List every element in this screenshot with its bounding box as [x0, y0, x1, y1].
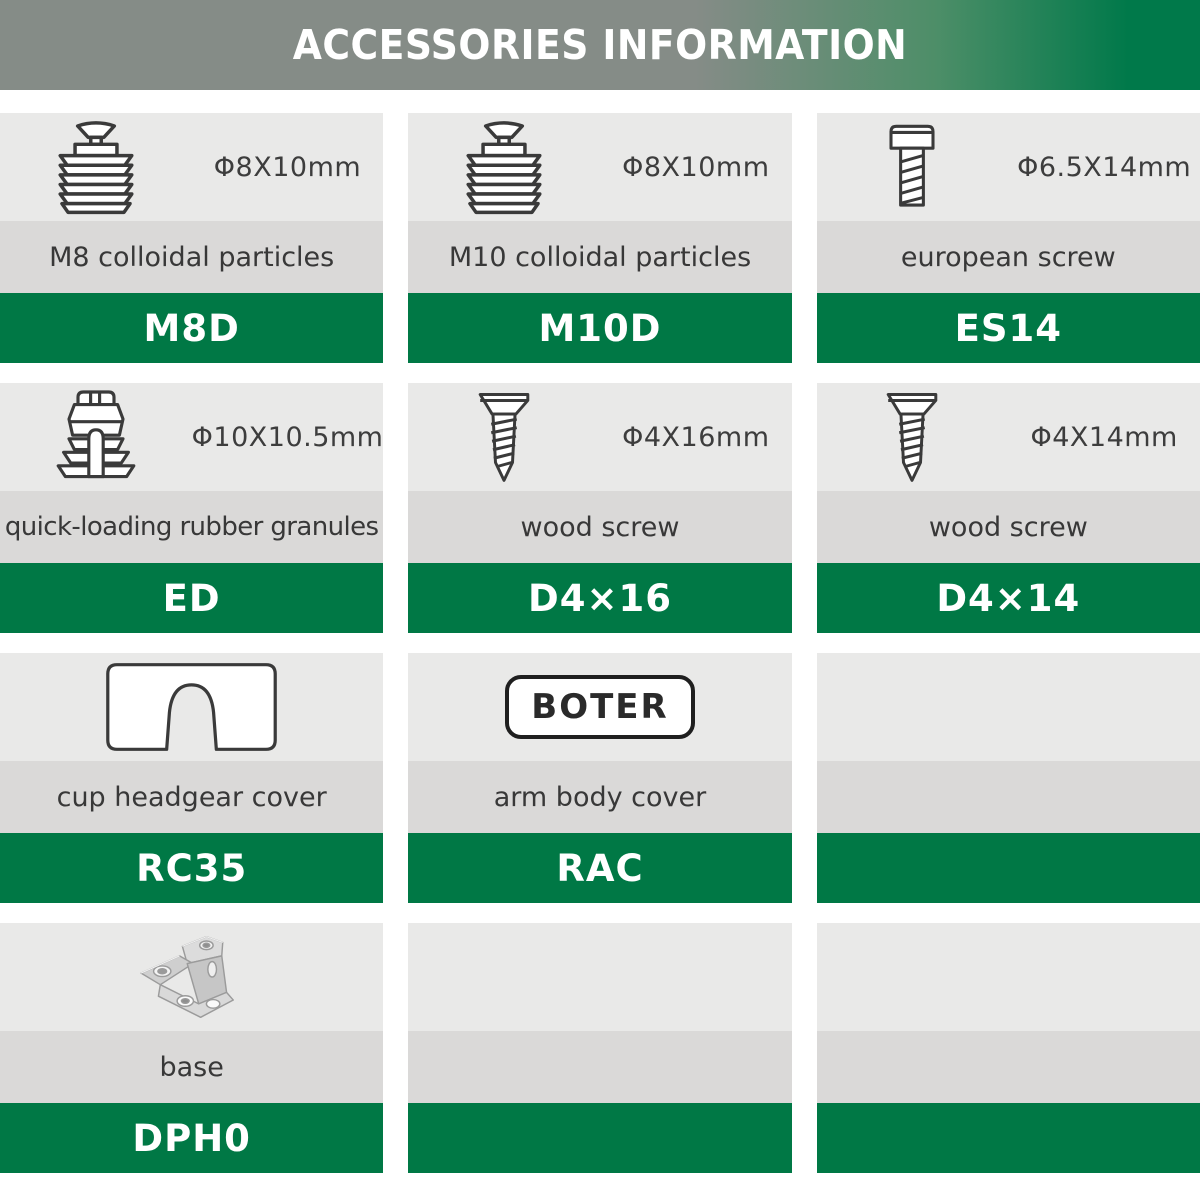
icon-wrap: [817, 119, 1009, 215]
icon-wrap: [0, 119, 192, 215]
icon-section: [408, 383, 791, 491]
code-banner: [408, 1103, 791, 1173]
icon-wrap: [0, 387, 192, 487]
accessory-card-m8d: [0, 113, 383, 363]
european-screw-icon: [877, 119, 947, 215]
accessories-grid: [0, 113, 1200, 1173]
icon-wrap: [408, 119, 600, 215]
accessory-card-ed: [0, 383, 383, 633]
accessory-card-d4x14: [817, 383, 1200, 633]
code-banner: RAC: [408, 833, 791, 903]
icon-section: [817, 653, 1200, 761]
icon-section: [408, 653, 791, 761]
page-title: ACCESSORIES INFORMATION: [292, 21, 908, 69]
code-banner: D4×14: [817, 563, 1200, 633]
code-banner: M10D: [408, 293, 791, 363]
icon-wrap: [817, 387, 1009, 487]
code-banner: DPH0: [0, 1103, 383, 1173]
description-label: cup headgear cover: [0, 761, 383, 833]
code-banner: ED: [0, 563, 383, 633]
description-label: wood screw: [817, 491, 1200, 563]
description-label: [817, 761, 1200, 833]
accessory-card-rc35: [0, 653, 383, 903]
description-label: [408, 1031, 791, 1103]
accessory-card-dph0: [0, 923, 383, 1173]
accessory-card-es14: [817, 113, 1200, 363]
description-label: european screw: [817, 221, 1200, 293]
icon-wrap: [0, 661, 383, 753]
description-label: wood screw: [408, 491, 791, 563]
icon-section: [0, 653, 383, 761]
description-label: base: [0, 1031, 383, 1103]
icon-wrap: [408, 675, 791, 739]
icon-wrap: [408, 387, 600, 487]
base-photo: [128, 929, 256, 1025]
accessory-card-d4x16: [408, 383, 791, 633]
accessory-card-empty: [817, 923, 1200, 1173]
dimension-label: Φ10X10.5mm: [191, 421, 384, 453]
colloidal-particle-icon: [46, 119, 146, 215]
icon-section: [0, 923, 383, 1031]
accessory-card-m10d: [408, 113, 791, 363]
wood-screw-icon: [470, 387, 538, 487]
cup-cover-icon: [99, 661, 284, 753]
code-banner: ES14: [817, 293, 1200, 363]
icon-section: [0, 113, 383, 221]
code-banner: [817, 1103, 1200, 1173]
description-label: quick-loading rubber granules: [0, 491, 383, 563]
icon-section: [817, 923, 1200, 1031]
accessory-card-rac: [408, 653, 791, 903]
wood-screw-icon: [878, 387, 946, 487]
description-label: M10 colloidal particles: [408, 221, 791, 293]
boter-brand-logo: [505, 675, 694, 739]
dimension-label: Φ4X14mm: [1030, 421, 1178, 453]
brand-logo-text: BOTER: [531, 687, 669, 727]
accessory-card-empty: [408, 923, 791, 1173]
description-label: M8 colloidal particles: [0, 221, 383, 293]
dimension-label: Φ8X10mm: [622, 151, 770, 183]
icon-section: [817, 113, 1200, 221]
icon-section: [0, 383, 383, 491]
icon-wrap: [0, 929, 383, 1025]
colloidal-particle-icon: [454, 119, 554, 215]
rubber-granule-icon: [42, 387, 150, 487]
dimension-label: Φ8X10mm: [213, 151, 362, 183]
icon-section: [408, 113, 791, 221]
code-banner: D4×16: [408, 563, 791, 633]
dimension-label: Φ6.5X14mm: [1017, 151, 1192, 183]
description-label: arm body cover: [408, 761, 791, 833]
code-banner: M8D: [0, 293, 383, 363]
code-banner: RC35: [0, 833, 383, 903]
accessory-card-empty: [817, 653, 1200, 903]
dimension-label: Φ4X16mm: [622, 421, 770, 453]
code-banner: [817, 833, 1200, 903]
description-label: [817, 1031, 1200, 1103]
icon-section: [817, 383, 1200, 491]
icon-section: [408, 923, 791, 1031]
page-header: [0, 0, 1200, 90]
